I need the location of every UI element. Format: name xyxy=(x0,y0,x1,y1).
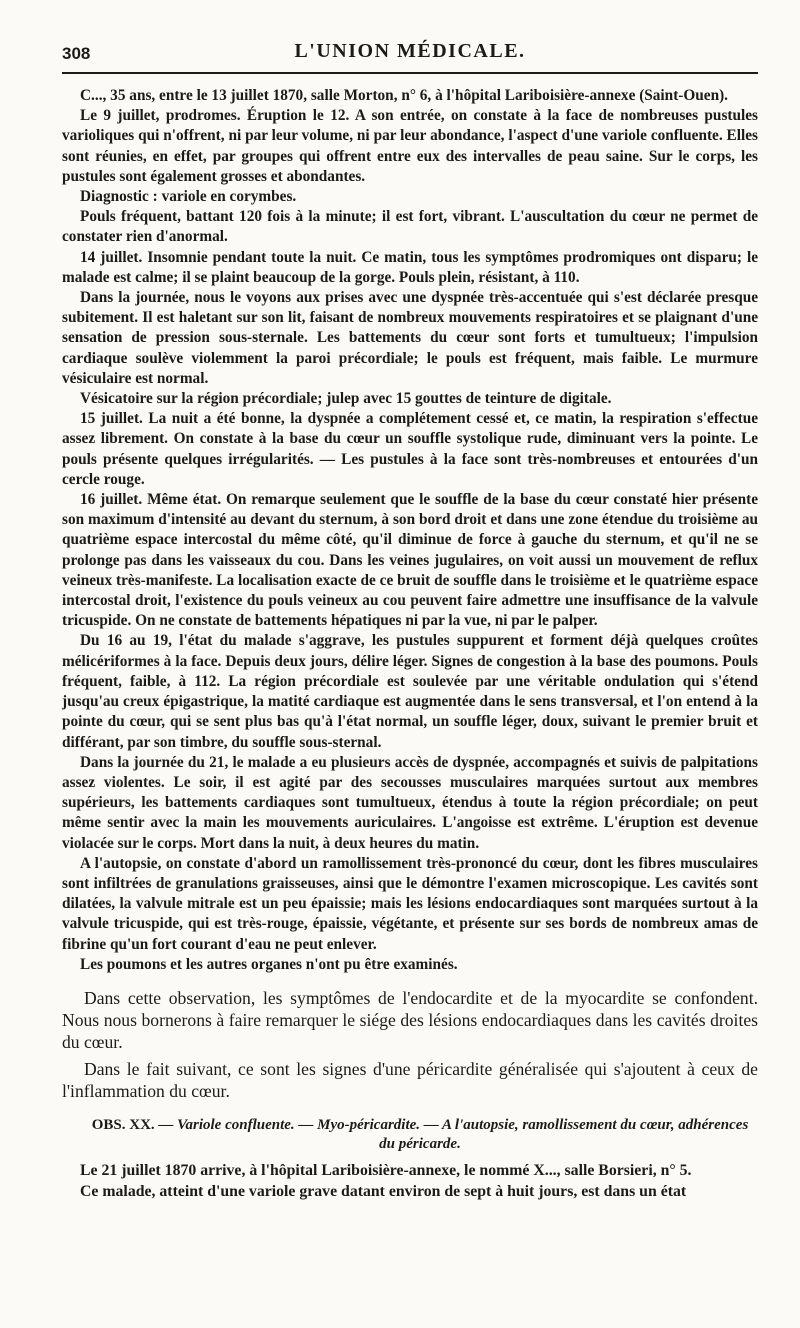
case-paragraph: 16 juillet. Même état. On remarque seulement que le souffle de la base du cœur constaté hier présente son maximum d'intensité au devant du sternum, à son bord droit et dans une zone étendue du troisième au quatrième espace intercostal du même côté, qu'il diminue de force à gauche du sternum, et qu'il ne se prolonge pas dans les vaisseaux du cou. Dans les veines jugulaires, on voit aussi un mouvement de reflux veineux très-manifeste. La localisation exacte de ce bruit de souffle dans le troisième et le quatrième espace intercostal droit, l'existence du pouls veineux au cou peuvent faire admettre une insuffisance de la valvule tricuspide. On ne constate de battements hépatiques ni par la vue, ni par le palper. xyxy=(62,491,758,630)
case-paragraph: Les poumons et les autres organes n'ont pu être examinés. xyxy=(80,955,458,973)
commentary-paragraph: Dans cette observation, les symptômes de l'endocardite et de la myocardite se confondent. Nous nous bornerons à faire remarquer le siége des lésions endocardiaques dans les cavités droites du cœur. xyxy=(62,987,758,1052)
case-report xyxy=(62,86,758,975)
observation-text xyxy=(62,1160,758,1202)
observation-number: OBS. XX. xyxy=(91,1116,155,1133)
case-paragraph: Pouls fréquent, battant 120 fois à la minute; il est fort, vibrant. L'auscultation du cœur ne permet de constater rien d'anormal. xyxy=(62,208,758,246)
case-paragraph: 14 juillet. Insomnie pendant toute la nuit. Ce matin, tous les symptômes prodromiques ont disparu; le malade est calme; il se plaint beaucoup de la gorge. Pouls plein, résistant, à 110. xyxy=(62,248,758,286)
case-paragraph: Le 9 juillet, prodromes. Éruption le 12. A son entrée, on constate à la face de nombreuses pustules varioliques qui n'offrent, ni par leur volume, ni par leur abondance, l'aspect d'une variole confluente. Elles sont réunies, en effet, par groupes qui offrent entre eux des intervalles de peau saine. Sur le corps, les pustules sont également grosses et abondantes. xyxy=(62,107,758,185)
case-paragraph: Dans la journée, nous le voyons aux prises avec une dyspnée très-accentuée qui s'est déclarée presque subitement. Il est haletant sur son lit, faisant de nombreux mouvements respiratoires et se plaignant d'une sensation de pression sous-sternale. Les battements du cœur sont forts et tumultueux; l'impulsion cardiaque soulève violemment la paroi précordiale; le pouls est fréquent, mais faible. Le murmure vésiculaire est normal. xyxy=(62,289,758,387)
case-paragraph: C..., 35 ans, entre le 13 juillet 1870, salle Morton, n° 6, à l'hôpital Lariboisière-annexe (Saint-Ouen). xyxy=(80,87,729,104)
page-body xyxy=(62,86,758,1202)
case-paragraph: Vésicatoire sur la région précordiale; julep avec 15 gouttes de teinture de digitale. xyxy=(80,390,612,408)
commentary-paragraph: Dans le fait suivant, ce sont les signes d'une péricardite généralisée qui s'ajoutent à ceux de l'inflammation du cœur. xyxy=(62,1058,758,1101)
case-paragraph: Dans la journée du 21, le malade a eu plusieurs accès de dyspnée, accompagnés et suivis de palpitations assez violentes. Le soir, il est agité par des secousses musculaires marquées surtout aux membres supérieurs, les battements cardiaques sont tumultueux, étendus à toute la région précordiale; on peut même sentir avec la main les mouvements auriculaires. L'angoisse est extrême. L'éruption est devenue violacée sur le corps. Mort dans la nuit, à deux heures du matin. xyxy=(62,753,758,852)
running-title: L'UNION MÉDICALE. xyxy=(294,40,526,62)
case-paragraph: Du 16 au 19, l'état du malade s'aggrave, les pustules suppurent et forment déjà quelques croûtes mélicériformes à la face. Depuis deux jours, délire léger. Signes de congestion à la base des poumons. Pouls fréquent, faible, à 112. La région précordiale est soulevée par une véritable ondulation qui s'étend jusqu'au creux épigastrique, la matité cardiaque est augmentée dans le sens transversal, et l'on entend à la pointe du cœur, qui se sent plus bas qu'à l'état normal, un souffle léger, doux, suivant le premier bruit et différant, par son timbre, du souffle sous-sternal. xyxy=(62,632,758,751)
case-paragraph: Diagnostic : variole en corymbes. xyxy=(80,188,297,206)
page-number: 308 xyxy=(62,44,91,63)
page-header xyxy=(62,38,758,74)
observation-paragraph: Ce malade, atteint d'une variole grave datant environ de sept à huit jours, est dans un état xyxy=(80,1182,687,1200)
commentary xyxy=(62,987,758,1102)
observation-paragraph: Le 21 juillet 1870 arrive, à l'hôpital Lariboisière-annexe, le nommé X..., salle Borsieri, n° 5. xyxy=(80,1161,692,1179)
observation-title: — Variole confluente. — Myo-péricardite. — A l'autopsie, ramollissement du cœur, adhérences du péricarde. xyxy=(158,1116,749,1152)
observation-heading xyxy=(62,1116,758,1154)
case-paragraph: A l'autopsie, on constate d'abord un ramollissement très-prononcé du cœur, dont les fibres musculaires sont infiltrées de granulations graisseuses, ainsi que le démontre l'examen microscopique. Les cavités sont dilatées, la valvule mitrale est un peu épaissie; mais les lésions endocardiaques sont marquées surtout à la valvule tricuspide, qui est très-rouge, épaissie, végétante, et présente sur ses bords de nombreux amas de fibrine qu'un fort courant d'eau ne peut enlever. xyxy=(62,854,758,953)
case-paragraph: 15 juillet. La nuit a été bonne, la dyspnée a complétement cessé et, ce matin, la respiration s'effectue assez librement. On constate à la base du cœur un souffle systolique rude, diminuant vers la pointe. Le pouls présente quelques irrégularités. — Les pustules à la face sont très-nombreuses et entourées d'un cercle rouge. xyxy=(62,410,758,488)
